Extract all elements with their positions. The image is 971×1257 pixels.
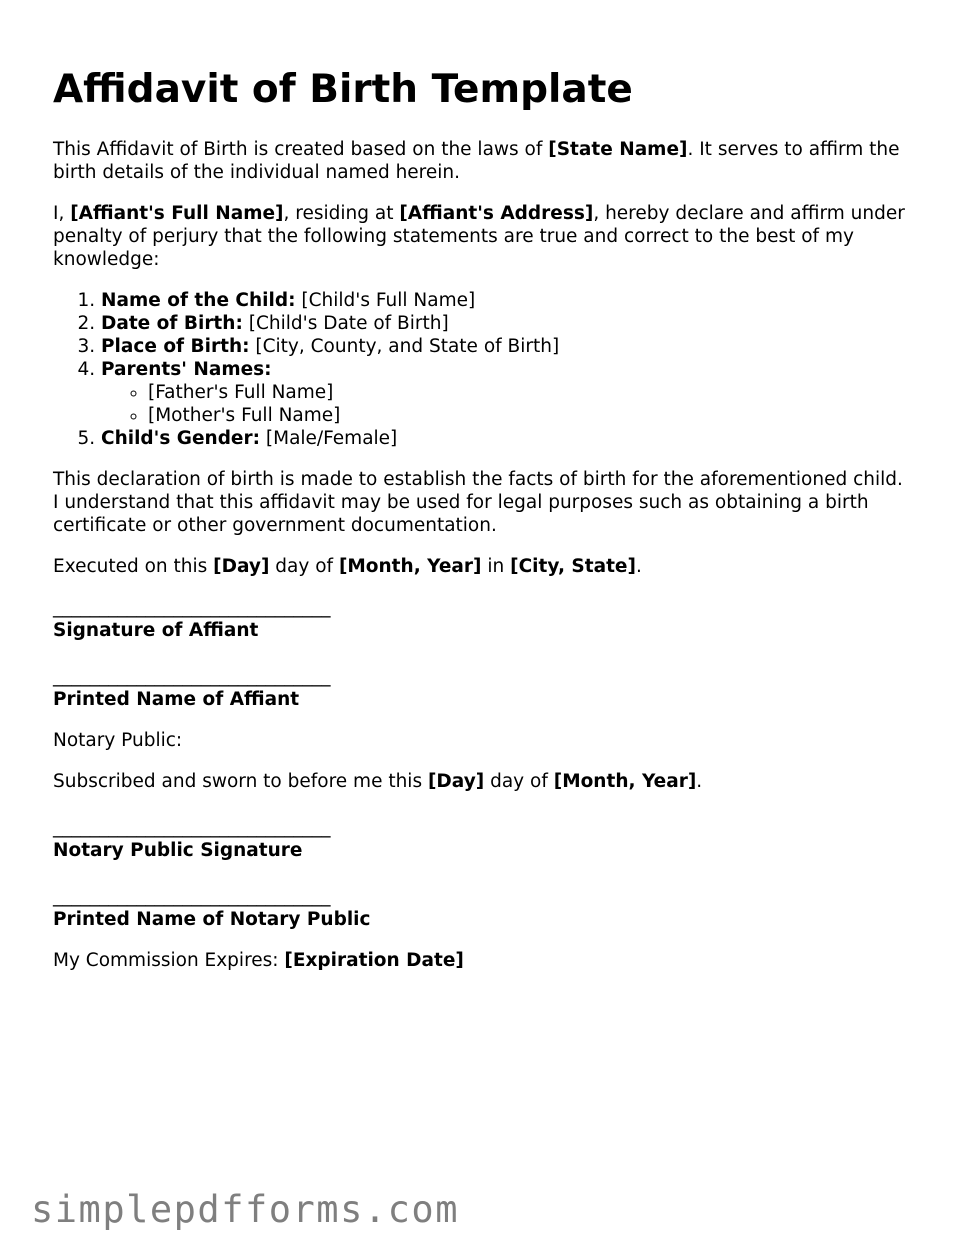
affiant-address-placeholder: [Affiant's Address] [399,203,594,224]
gender-value: [Male/Female] [260,428,398,449]
affiant-printed-name-block [53,665,913,711]
pob-label: Place of Birth: [101,336,250,357]
declaration-text-1: I, [53,203,71,224]
commission-text: My Commission Expires: [53,950,285,971]
purpose-paragraph: This declaration of birth is made to establish the facts of birth for the aforementioned child. I understand that this affidavit may be used for legal purposes such as obtaining a birth certificate or other government documentation. [53,469,903,536]
sworn-text-3: . [696,771,703,792]
sworn-text-2: day of [484,771,554,792]
affiant-name-placeholder: [Affiant's Full Name] [70,203,284,224]
document-body [53,66,913,990]
list-item-date-of-birth [101,312,913,335]
intro-paragraph [53,138,913,184]
affiant-printed-name-label: Printed Name of Affiant [53,689,300,710]
intro-text-2: . It serves to affirm the birth details of the individual named herein. [53,139,900,183]
affiant-printed-name-line: ______________________________ [53,666,331,687]
father-name-value: ◦ [Father's Full Name] [148,381,913,404]
sworn-paragraph [53,770,913,793]
sworn-text-1: Subscribed and sworn to before me this [53,771,428,792]
executed-text-2: day of [269,556,339,577]
list-item-gender [101,427,913,450]
notary-printed-name-block [53,885,913,931]
expiration-date-placeholder: [Expiration Date] [284,950,464,971]
sworn-month-year-placeholder: [Month, Year] [553,771,697,792]
notary-signature-label: Notary Public Signature [53,840,303,861]
list-item-parents [101,358,913,427]
executed-city-state-placeholder: [City, State] [510,556,636,577]
affiant-signature-line: ______________________________ [53,597,331,618]
executed-text-1: Executed on this [53,556,214,577]
dob-label: Date of Birth: [101,313,243,334]
intro-text-1: This Affidavit of Birth is created based on the laws of [53,139,549,160]
parents-list [101,381,913,427]
declaration-paragraph [53,202,913,271]
affiant-signature-block [53,596,913,642]
declaration-text-3: , hereby declare and affirm under penalty of perjury that the following statements are true and correct to the best of my knowledge: [53,203,905,270]
commission-paragraph [53,949,913,972]
mother-name-value: ◦ [Mother's Full Name] [148,404,913,427]
watermark: simplepdfforms.com [31,1188,459,1231]
gender-label: Child's Gender: [101,428,261,449]
notary-printed-name-line: ______________________________ [53,886,331,907]
affiant-signature-label: Signature of Affiant [53,620,259,641]
executed-day-placeholder: [Day] [213,556,270,577]
executed-text-4: . [635,556,642,577]
notary-signature-line: ______________________________ [53,817,331,838]
executed-paragraph [53,555,913,578]
declaration-text-2: , residing at [283,203,400,224]
list-item-place-of-birth [101,335,913,358]
birth-facts-list [53,289,913,450]
state-name-placeholder: [State Name] [548,139,688,160]
sworn-day-placeholder: [Day] [427,771,485,792]
parents-label: Parents' Names: [101,359,272,380]
child-name-value: [Child's Full Name] [295,290,476,311]
dob-value: [Child's Date of Birth] [242,313,449,334]
notary-signature-block [53,816,913,862]
executed-text-3: in [481,556,511,577]
executed-month-year-placeholder: [Month, Year] [338,556,482,577]
pob-value: [City, County, and State of Birth] [249,336,560,357]
notary-public-label: Notary Public: [53,730,183,751]
notary-printed-name-label: Printed Name of Notary Public [53,909,371,930]
page-title: Affidavit of Birth Template [53,67,633,112]
child-name-label: Name of the Child: [101,290,296,311]
list-item-child-name [101,289,913,312]
